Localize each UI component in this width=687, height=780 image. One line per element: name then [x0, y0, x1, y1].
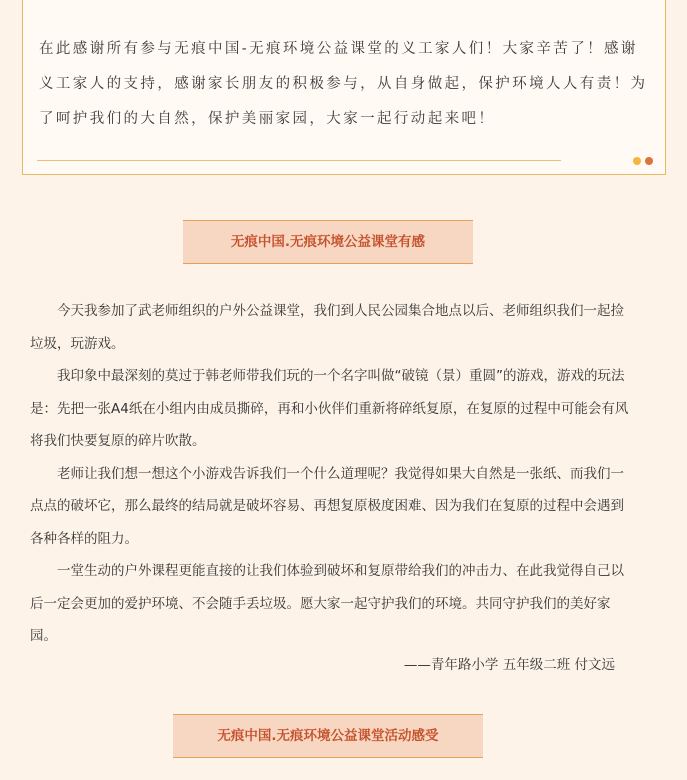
decorative-dot-icon — [645, 157, 653, 165]
divider-line — [37, 160, 561, 161]
thanks-text: 在此感谢所有参与无痕中国-无痕环境公益课堂的义工家人们！大家辛苦了！感谢义工家人的支持，感谢家长朋友的积极参与，从自身做起，保护环境人人有责！为了呵护我们的大自然，保护美丽家园，大家一起行动起来吧！ — [39, 41, 648, 127]
decorative-dot-icon — [633, 157, 641, 165]
article-paragraph: 今天我参加了武老师组织的户外公益课堂，我们到人民公园集合地点以后、老师组织我们一起捡垃圾，玩游戏。 — [30, 303, 624, 352]
article-paragraph: 老师让我们想一想这个小游戏告诉我们一个什么道理呢？我觉得如果大自然是一张纸、而我们一点点的破坏它，那么最终的结局就是破坏容易、再想复原极度困难、因为我们在复原的过程中会遇到各种各样的阻力。 — [30, 465, 624, 547]
author-signature: ——青年路小学 五年级二班 付文远 — [403, 657, 615, 673]
thanks-card — [22, 0, 666, 175]
article-paragraph: 一堂生动的户外课程更能直接的让我们体验到破坏和复原带给我们的冲击力、在此我觉得自己以后一定会更加的爱护环境、不会随手丢垃圾。愿大家一起守护我们的环境。共同守护我们的美好家园。 — [30, 563, 624, 644]
section-title: 无痕中国.无痕环境公益课堂有感 — [183, 220, 473, 264]
article-body — [30, 295, 630, 653]
section-title: 无痕中国.无痕环境公益课堂活动感受 — [173, 714, 483, 758]
article-paragraph: 我印象中最深刻的莫过于韩老师带我们玩的一个名字叫做“破镜（景）重圆”的游戏，游戏的玩法是：先把一张A4纸在小组内由成员撕碎，再和小伙伴们重新将碎纸复原，在复原的过程中可能会有风将我们快要复原的碎片吹散。 — [30, 368, 629, 449]
